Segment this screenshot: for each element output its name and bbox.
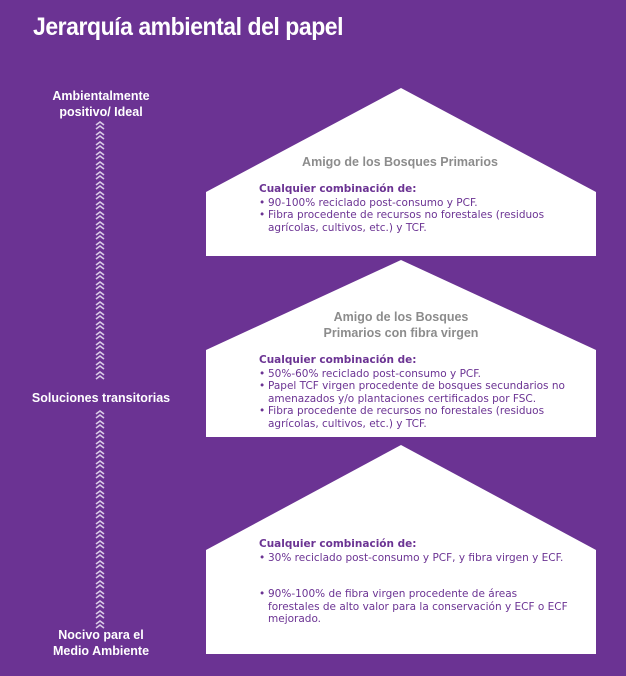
scale-top-label: Ambientalmente positivo/ Ideal xyxy=(52,89,150,119)
level-3-item-2: • 90%-100% de fibra virgen procedente de áreas forestales de alto valor para la conservación y ECF o ECF mejorado. xyxy=(259,588,568,626)
level-1-heading: Amigo de los Bosques Primarios xyxy=(302,155,498,169)
level-3-content xyxy=(259,538,579,626)
scale-bottom-label: Nocivo para el Medio Ambiente xyxy=(52,628,150,658)
page-title: Jerarquía ambiental del papel xyxy=(33,13,344,41)
level-2-item-3: • Fibra procedente de recursos no forestales (residuos agrícolas, cultivos, etc.) y TCF. xyxy=(259,405,573,430)
level-2-item-2: • Papel TCF virgen procedente de bosques secundarios no amenazados y/o plantaciones certificados por FSC. xyxy=(259,380,580,405)
level-1-item-1: • 90-100% reciclado post-consumo y PCF. xyxy=(259,197,579,210)
level-2-combo-label: Cualquier combinación de: xyxy=(259,354,417,366)
level-2-heading xyxy=(296,309,506,341)
scale-middle-label: Soluciones transitorias xyxy=(31,391,171,405)
level-1-item-2: • Fibra procedente de recursos no forestales (residuos agrícolas, cultivos, etc.) y TCF. xyxy=(259,209,573,234)
level-1-combo-label: Cualquier combinación de: xyxy=(259,183,417,195)
level-2-content xyxy=(259,354,579,430)
level-3-item-1: • 30% reciclado post-consumo y PCF, y fibra virgen y ECF. xyxy=(259,552,568,565)
level-2-item-1: • 50%-60% reciclado post-consumo y PCF. xyxy=(259,368,579,381)
level-2-heading-line1: Amigo de los Bosques xyxy=(333,310,469,324)
level-1-content xyxy=(259,183,579,234)
level-2-heading-line2: Primarios con fibra virgen xyxy=(323,326,479,340)
level-3-combo-label: Cualquier combinación de: xyxy=(259,538,417,550)
